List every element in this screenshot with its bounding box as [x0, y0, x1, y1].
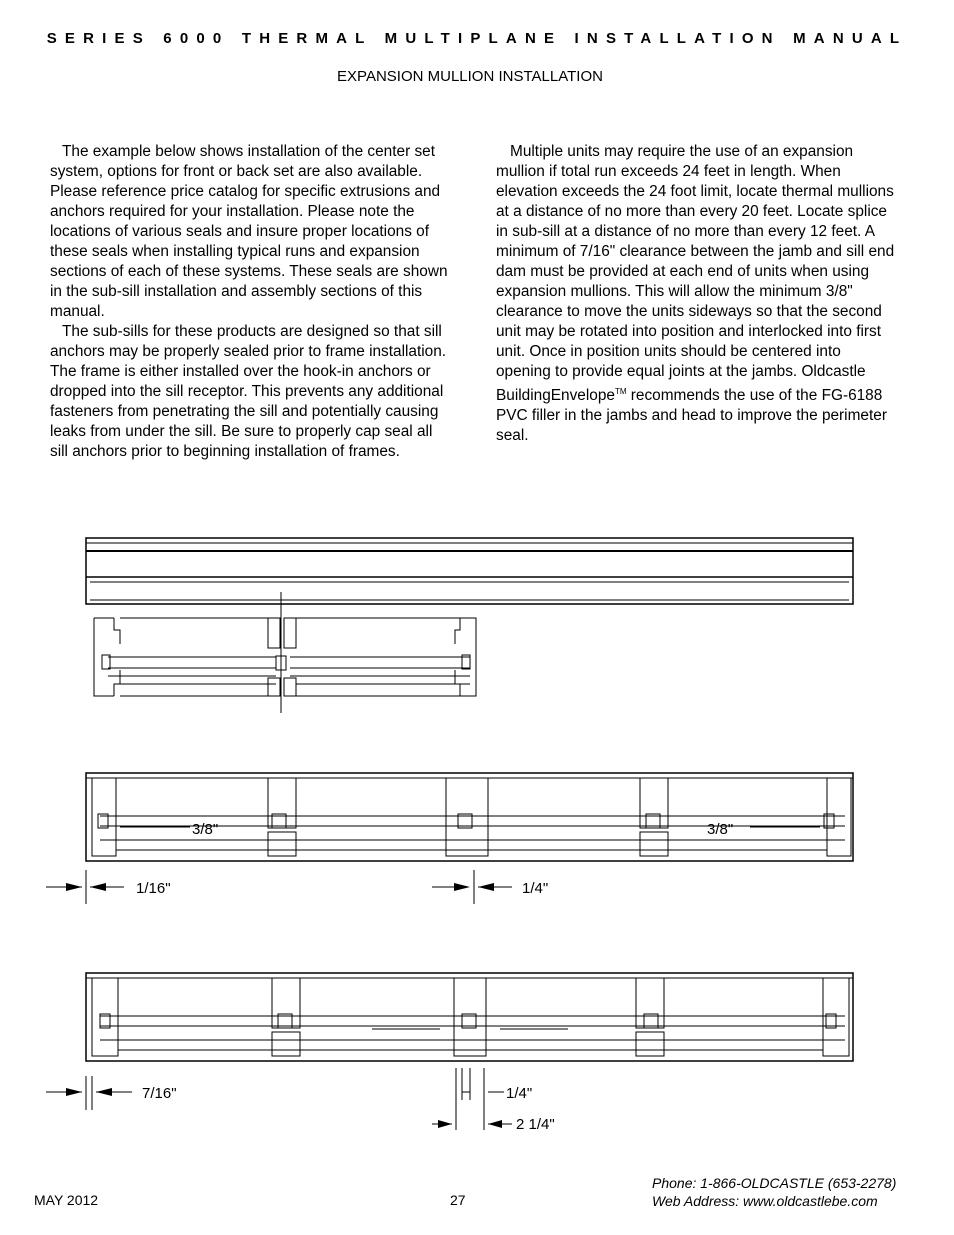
dim-label-1-4-b: 1/4"	[506, 1085, 533, 1102]
footer-phone: Phone: 1-866-OLDCASTLE (653-2278)	[652, 1175, 897, 1191]
footer-date: MAY 2012	[34, 1192, 99, 1208]
dim-label-1-4-a: 1/4"	[522, 880, 549, 897]
dim-label-3-8-right: 3/8"	[707, 821, 734, 838]
right-paragraph-text-b: recommends the use of the FG-6188 PVC filler in the jambs and head to improve the perimeter seal.	[496, 387, 887, 445]
section-title: EXPANSION MULLION INSTALLATION	[337, 68, 603, 85]
dim-label-1-16: 1/16"	[136, 880, 171, 897]
dim-label-3-8-left: 3/8"	[192, 821, 219, 838]
footer-web: Web Address: www.oldcastlebe.com	[652, 1193, 878, 1209]
dim-label-7-16: 7/16"	[142, 1085, 177, 1102]
dim-label-2-1-4: 2 1/4"	[516, 1116, 555, 1133]
left-text-column	[50, 142, 448, 462]
right-paragraph-1	[496, 142, 896, 446]
right-paragraph-text-a: Multiple units may require the use of an expansion mullion if total run exceeds 24 feet in length. When elevation exceeds the 24 foot limit, locate thermal mullions at a distance of no more than every 20 feet. Locate splice in sub-sill at a distance of no more than every 12 feet. A minimum of 7/16" clearance between the jamb and sill end dam must be provided at each end of units when using expansion mullions. This will allow the minimum 3/8" clearance to move the units sideways so that the second unit may be rotated into position and interlocked into first unit. Once in position units should be centered into opening to provide equal joints at the jambs. Oldcastle BuildingEnvelope	[496, 143, 895, 405]
footer-contact	[652, 1174, 896, 1210]
sub-sill-profile	[86, 538, 853, 604]
manual-title: SERIES 6000 THERMAL MULTIPLANE INSTALLATION MANUAL	[46, 30, 908, 47]
left-paragraph-1: The example below shows installation of the center set system, options for front or back set are also available. Please reference price catalog for specific extrusions and anchors required for your installation. Please note the locations of various seals and insure proper locations of these seals when installing typical runs and expansion sections of each of these systems. These seals are shown in the sub-sill installation and assembly sections of this manual.	[50, 143, 448, 320]
expansion-mullion-drawing	[0, 520, 954, 1140]
left-paragraph-2: The sub-sills for these products are designed so that sill anchors may be properly sealed prior to frame installation. The frame is either installed over the hook-in anchors or dropped into the sill receptor. This prevents any additional fasteners from penetrating the sill and potentially causing leaks from under the sill. Be sure to properly cap seal all sill anchors prior to beginning installation of frames.	[50, 323, 447, 460]
upper-frame-assembly	[94, 592, 476, 713]
trademark-symbol: TM	[614, 387, 627, 396]
page-number: 27	[450, 1192, 466, 1208]
bottom-frame-assembly	[46, 973, 853, 1130]
right-text-column	[496, 142, 896, 446]
